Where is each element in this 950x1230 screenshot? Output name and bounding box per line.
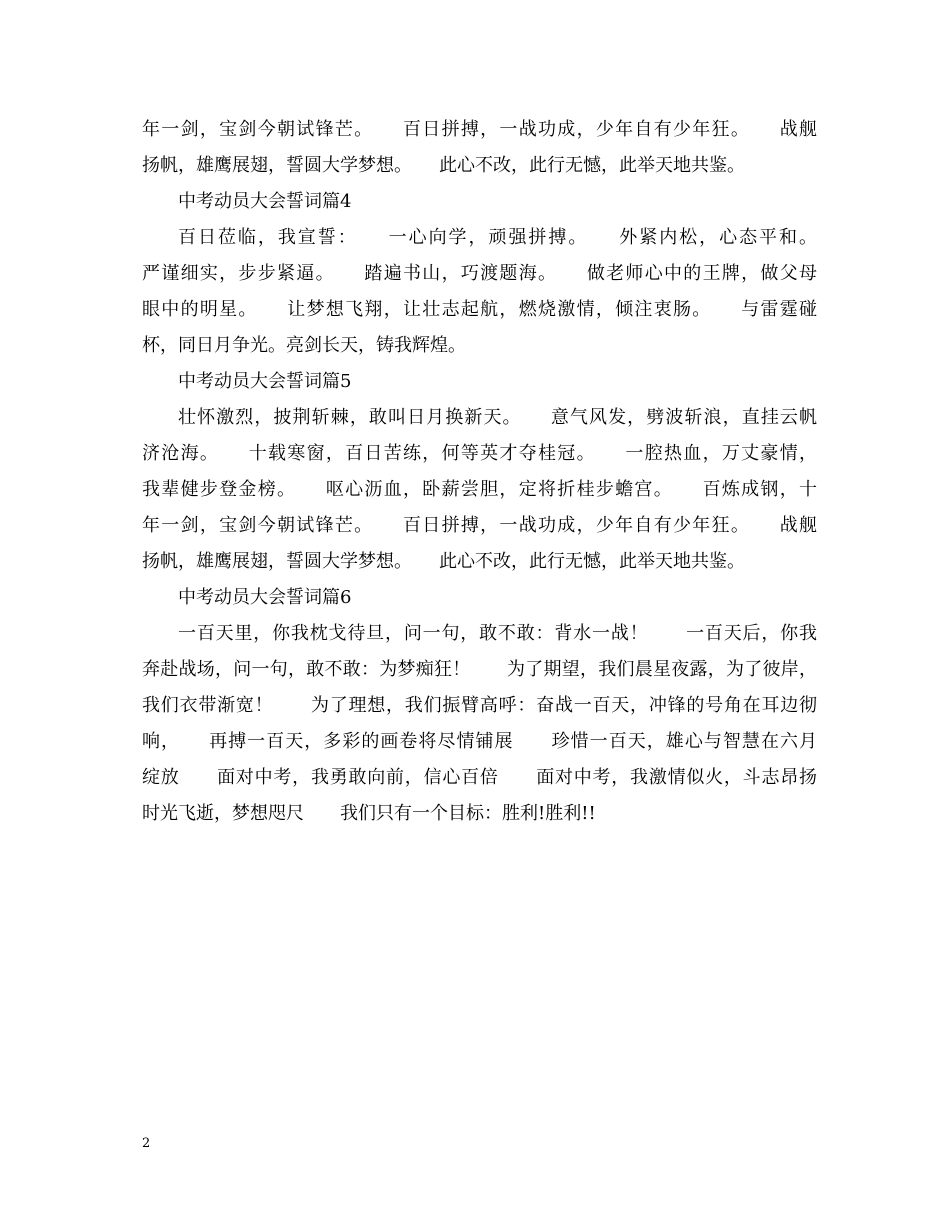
text-line: 我辈健步登金榜。 呕心沥血，卧薪尝胆，定将折桂步蟾宫。 百炼成钢，十 [142,479,817,500]
section-heading: 中考动员大会誓词篇4 [178,191,352,212]
text-line: 绽放 面对中考，我勇敢向前，信心百倍 面对中考，我激情似火，斗志昂扬 [142,767,817,788]
section-heading: 中考动员大会誓词篇5 [178,371,352,392]
text-line: 扬帆，雄鹰展翅，誓圆大学梦想。 此心不改，此行无憾，此举天地共鉴。 [142,155,745,176]
text-line: 济沧海。 十载寒窗，百日苦练，何等英才夺桂冠。 一腔热血，万丈豪情， [142,443,817,464]
text-line: 年一剑，宝剑今朝试锋芒。 百日拼搏，一战功成，少年自有少年狂。 战舰 [142,515,817,536]
text-line: 百日莅临，我宣誓： 一心向学，顽强拼搏。 外紧内松，心态平和。 [178,227,817,248]
text-line: 扬帆，雄鹰展翅，誓圆大学梦想。 此心不改，此行无憾，此举天地共鉴。 [142,551,745,572]
text-line: 时光飞逝，梦想咫尺 我们只有一个目标：胜利!胜利!! [142,803,596,824]
text-line: 我们衣带渐宽！ 为了理想，我们振臂高呼：奋战一百天，冲锋的号角在耳边彻 [142,695,817,716]
text-line: 响， 再搏一百天，多彩的画卷将尽情铺展 珍惜一百天，雄心与智慧在六月 [142,731,817,752]
text-line: 杯，同日月争光。亮剑长天，铸我辉煌。 [142,335,466,356]
page-number: 2 [142,1136,151,1151]
section-heading: 中考动员大会誓词篇6 [178,587,352,608]
text-line: 年一剑，宝剑今朝试锋芒。 百日拼搏，一战功成，少年自有少年狂。 战舰 [142,119,817,140]
text-line: 严谨细实，步步紧逼。 踏遍书山，巧渡题海。 做老师心中的王牌，做父母 [142,263,817,284]
text-line: 眼中的明星。 让梦想飞翔，让壮志起航，燃烧激情，倾注衷肠。 与雷霆碰 [142,299,817,320]
text-line: 一百天里，你我枕戈待旦，问一句，敢不敢：背水一战！ 一百天后，你我 [178,623,817,644]
text-line: 壮怀激烈，披荆斩棘，敢叫日月换新天。 意气风发，劈波斩浪，直挂云帆 [178,407,817,428]
text-line: 奔赴战场，问一句，敢不敢：为梦痴狂！ 为了期望，我们晨星夜露，为了彼岸， [142,659,817,680]
